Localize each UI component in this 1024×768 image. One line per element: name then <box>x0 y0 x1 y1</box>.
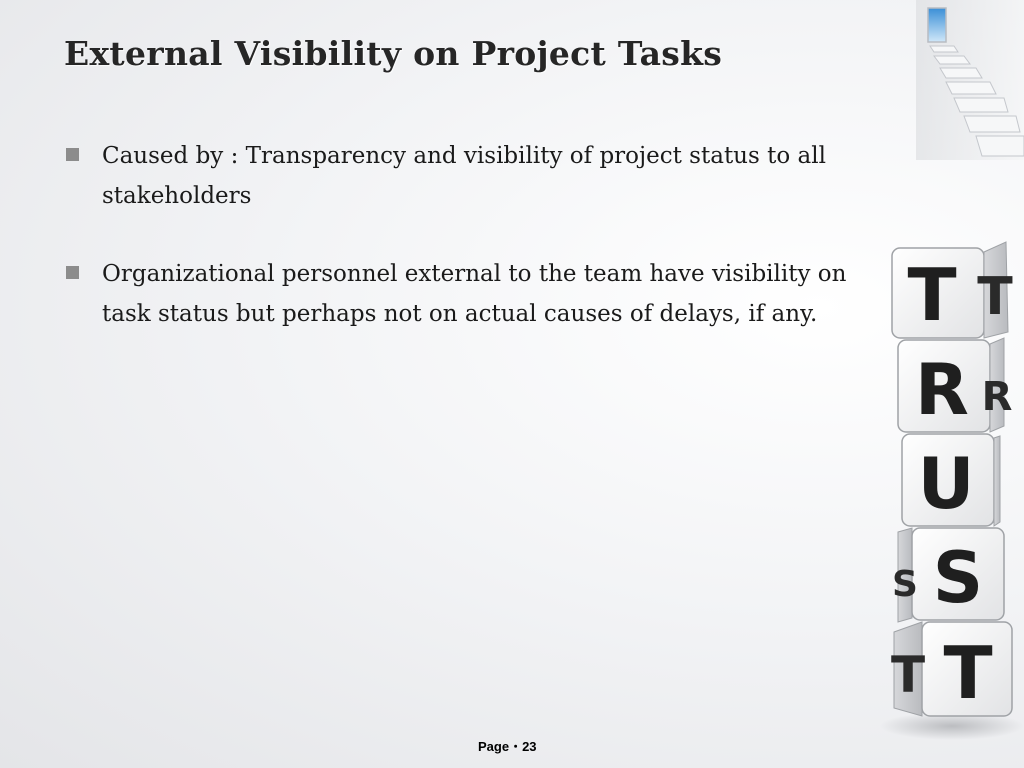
bullet-text: Organizational personnel external to the team have visibility on task status but perhaps not on actual causes of delays, if any. <box>102 261 847 327</box>
block-t-2 <box>891 622 1012 716</box>
block-t-1 <box>892 242 1013 338</box>
bullet-item <box>64 136 864 216</box>
block-letter: T <box>943 631 993 715</box>
block-letter: T <box>907 253 957 337</box>
block-s <box>892 528 1004 622</box>
block-side-letter: S <box>892 564 918 605</box>
page-number: Page・23 <box>478 739 537 754</box>
bullet-text: Caused by : Transparency and visibility of project status to all stakeholders <box>102 143 826 209</box>
square-bullet-icon <box>66 266 79 279</box>
block-side-letter: R <box>981 374 1013 420</box>
block-letter: S <box>932 537 984 619</box>
block-side-letter: T <box>890 646 926 704</box>
block-r <box>898 338 1012 432</box>
trust-blocks-illustration <box>880 236 1024 746</box>
slide-title: External Visibility on Project Tasks <box>64 34 723 73</box>
bullet-list <box>64 136 864 372</box>
block-letter: R <box>915 349 969 431</box>
block-letter: U <box>917 443 975 525</box>
block-u <box>902 434 1000 526</box>
bullet-item <box>64 254 864 334</box>
square-bullet-icon <box>66 148 79 161</box>
block-side-letter: T <box>977 267 1013 327</box>
staircase-illustration <box>894 0 1024 160</box>
